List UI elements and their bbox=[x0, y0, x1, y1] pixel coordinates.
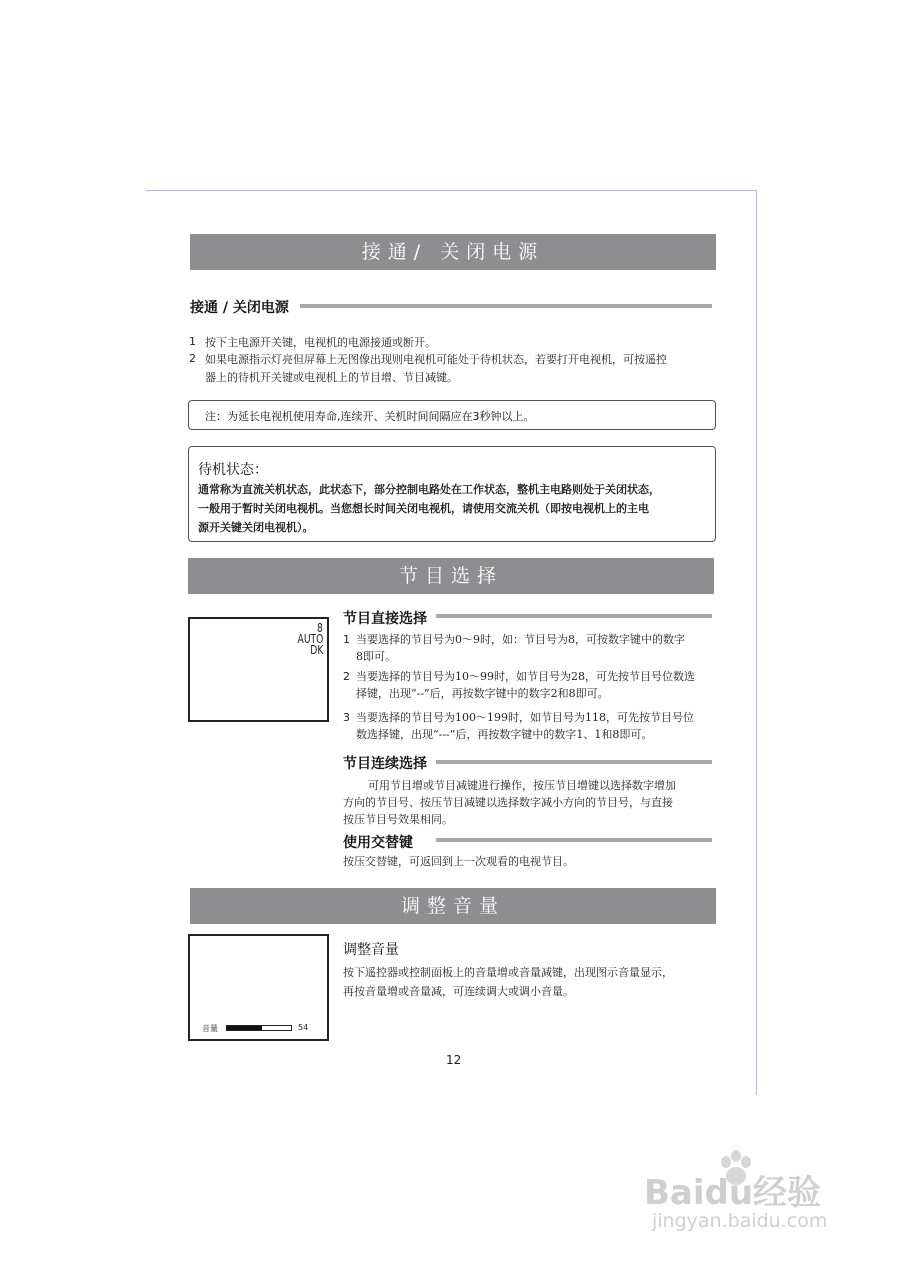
direct-item-1-line2: 8即可。 bbox=[356, 650, 396, 663]
direct-item-3-number: 3 bbox=[343, 711, 350, 724]
swap-key-rule bbox=[436, 838, 712, 842]
direct-item-3-line1: 当要选择的节目号为100～199时，如节目号为118，可先按节目号位 bbox=[356, 711, 694, 724]
screen-system-label: DK bbox=[309, 643, 323, 657]
watermark-brand: Baidu经验 bbox=[644, 1173, 822, 1213]
power-item-1-text: 按下主电源开关键，电视机的电源接通或断开。 bbox=[205, 336, 436, 349]
continuous-line2: 方向的节目号、按压节目减键以选择数字减小方向的节目号，与直接 bbox=[343, 796, 673, 809]
power-item-2-line2: 器上的待机开关键或电视机上的节目增、节目减键。 bbox=[205, 371, 458, 384]
volume-heading: 调整音量 bbox=[343, 942, 399, 958]
swap-key-heading: 使用交替键 bbox=[343, 835, 413, 851]
direct-item-3-line2: 数选择键，出现“---”后，再按数字键中的数字1、1和8即可。 bbox=[356, 728, 653, 741]
page-number: 12 bbox=[446, 1053, 462, 1067]
direct-select-rule bbox=[436, 614, 712, 618]
volume-line2: 再按音量增或音量减，可连续调大或调小音量。 bbox=[343, 985, 574, 998]
power-note-box bbox=[188, 400, 716, 430]
standby-box bbox=[188, 446, 716, 542]
standby-title: 待机状态： bbox=[198, 462, 268, 478]
program-screen-illustration bbox=[188, 617, 329, 722]
watermark-url: jingyan.baidu.com bbox=[652, 1210, 828, 1232]
continuous-line1: 可用节目增或节目减键进行操作，按压节目增键以选择数字增加 bbox=[368, 779, 676, 792]
direct-item-2-line2: 择键，出现“--”后，再按数字键中的数字2和8即可。 bbox=[356, 687, 609, 700]
volume-osd-bar bbox=[226, 1025, 292, 1031]
continuous-select-heading: 节目连续选择 bbox=[343, 756, 427, 772]
swap-key-text: 按压交替键，可返回到上一次观看的电视节目。 bbox=[343, 855, 574, 868]
page-right-rule bbox=[756, 190, 757, 1095]
standby-line1: 通常称为直流关机状态，此状态下，部分控制电路处在工作状态，整机主电路则处于关闭状态， bbox=[198, 483, 660, 496]
power-banner: 接通/ 关闭电源 bbox=[190, 234, 716, 270]
standby-line3: 源开关键关闭电视机）。 bbox=[198, 521, 314, 534]
direct-item-1-line1: 当要选择的节目号为0～9时，如：节目号为8，可按数字键中的数字 bbox=[356, 633, 685, 646]
direct-item-1-number: 1 bbox=[343, 633, 350, 646]
continuous-line3: 按压节目号效果相同。 bbox=[343, 813, 453, 826]
power-item-2-line1: 如果电源指示灯亮但屏幕上无图像出现则电视机可能处于待机状态，若要打开电视机，可按遥控 bbox=[205, 353, 667, 366]
power-item-1-number: 1 bbox=[189, 335, 196, 348]
volume-screen-illustration bbox=[188, 934, 329, 1041]
power-item-2-number: 2 bbox=[189, 352, 196, 365]
volume-banner: 调整音量 bbox=[190, 888, 716, 924]
power-subheading-rule bbox=[300, 304, 712, 308]
volume-line1: 按下遥控器或控制面板上的音量增或音量减键，出现图示音量显示， bbox=[343, 966, 673, 979]
direct-select-heading: 节目直接选择 bbox=[343, 611, 427, 627]
program-banner: 节目选择 bbox=[188, 558, 714, 594]
power-note-text: 注：为延长电视机使用寿命,连续开、关机时间间隔应在3秒钟以上。 bbox=[205, 410, 535, 423]
continuous-select-rule bbox=[436, 760, 712, 764]
power-subheading: 接通 / 关闭电源 bbox=[190, 300, 289, 316]
volume-osd-value: 54 bbox=[298, 1023, 309, 1032]
standby-line2: 一般用于暂时关闭电视机。当您想长时间关闭电视机，请使用交流关机（即按电视机上的主电 bbox=[198, 502, 649, 515]
screen-auto-label: AUTO bbox=[297, 632, 323, 646]
screen-channel-number: 8 bbox=[317, 621, 323, 635]
volume-osd-bar-fill bbox=[227, 1026, 262, 1030]
page-top-rule bbox=[146, 190, 756, 191]
direct-item-2-line1: 当要选择的节目号为10～99时，如节目号为28，可先按节目号位数选 bbox=[356, 670, 695, 683]
direct-item-2-number: 2 bbox=[343, 670, 350, 683]
volume-osd-label: 音量 bbox=[202, 1024, 218, 1033]
